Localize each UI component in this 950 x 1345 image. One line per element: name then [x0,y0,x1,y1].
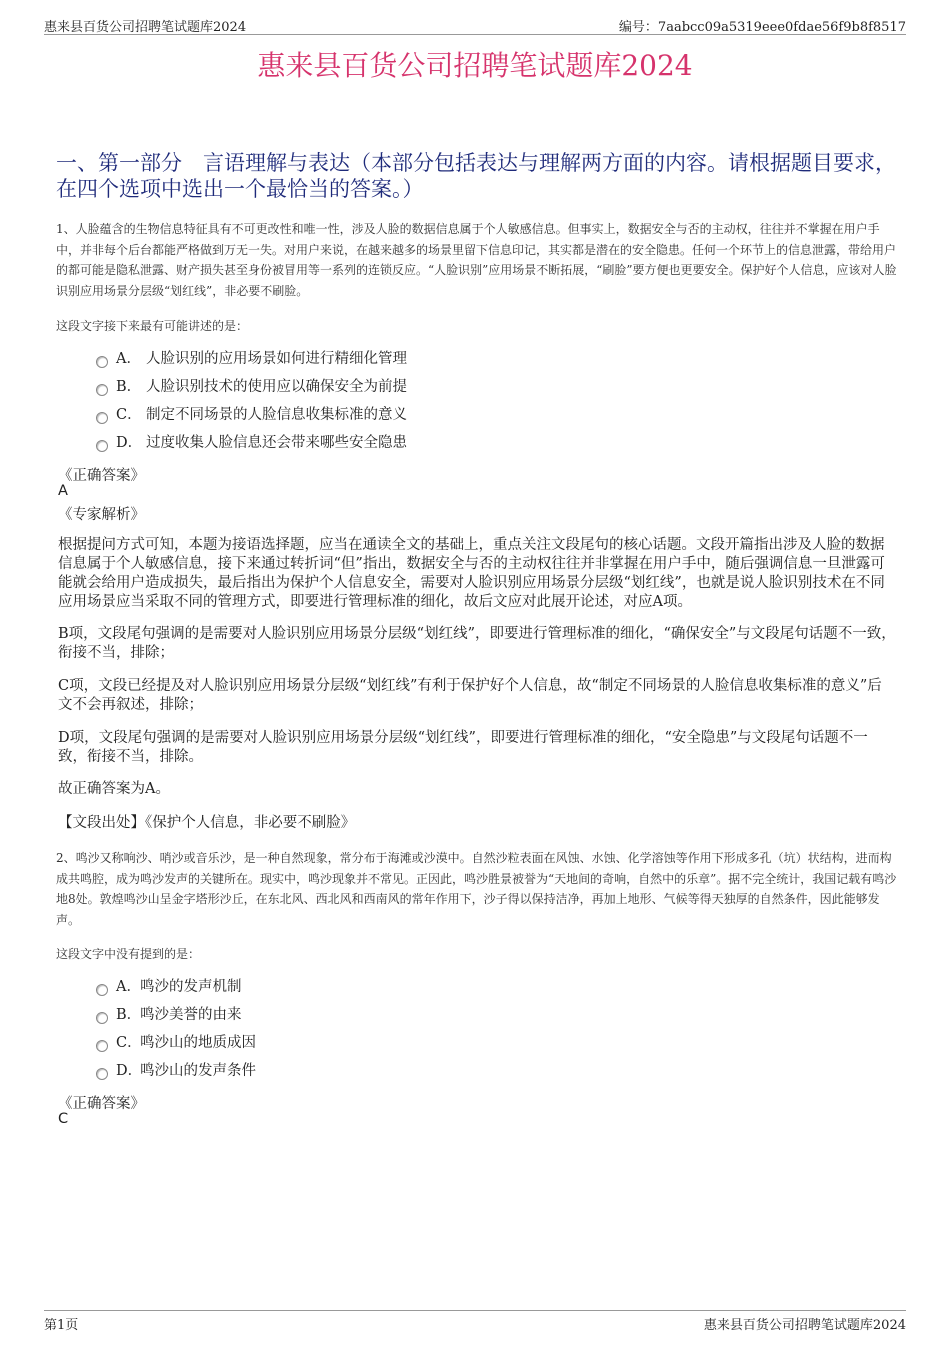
q1-answer: A [58,483,68,499]
q2-answer: C [58,1111,69,1127]
document-id: 编号：7aabcc09a5319eee0fdae56f9b8f8517 [618,20,906,35]
q1-analysis-paragraph: C项，文段已经提及对人脸识别应用场景分层级“划红线”有利于保护好个人信息，故“制定不同场景的人脸信息收集标准的意义”后文不会再叙述，排除； [58,678,882,713]
radio-icon[interactable] [96,1068,108,1080]
q2-option-a[interactable]: A．鸣沙的发声机制 [96,977,242,997]
radio-icon[interactable] [96,412,108,424]
radio-icon[interactable] [96,1012,108,1024]
q1-option-d[interactable]: D． 过度收集人脸信息还会带来哪些安全隐患 [96,433,407,453]
header-divider [44,34,906,35]
header-title: 惠来县百货公司招聘笔试题库2024 [44,20,247,35]
q1-analysis-label: 《专家解析》 [58,507,145,523]
question-2-prompt: 这段文字中没有提到的是： [56,947,201,961]
q2-option-c[interactable]: C．鸣沙山的地质成因 [96,1033,256,1053]
footer-divider [44,1310,906,1311]
page-number: 第1页 [44,1318,79,1333]
question-1-prompt: 这段文字接下来最有可能讲述的是： [56,319,249,333]
q1-option-c[interactable]: C． 制定不同场景的人脸信息收集标准的意义 [96,405,407,425]
q1-analysis-conclusion: 故正确答案为A。 [58,781,170,797]
q2-answer-label: 《正确答案》 [58,1096,145,1112]
q1-analysis-paragraph: B项，文段尾句强调的是需要对人脸识别应用场景分层级“划红线”，即要进行管理标准的细化，“确保安全”与文段尾句话题不一致，衔接不当，排除； [58,626,896,661]
q1-option-b[interactable]: B． 人脸识别技术的使用应以确保安全为前提 [96,377,407,397]
question-1-text: 1、人脸蕴含的生物信息特征具有不可更改性和唯一性，涉及人脸的数据信息属于个人敏感信息。但事实上，数据安全与否的主动权，往往并不掌握在用户手中，并非每个后台都能严格做到万无一失。对用户来说，在越来越多的场景里留下信息印记，其实都是潜在的安全隐患。任何一个环节上的信息泄露，带给用户的都可能是隐私泄露、财产损失甚至身份被冒用等一系列的连锁反应。“人脸识别”应用场景不断拓展，“刷脸”要方便也更要安全。保护好个人信息，应该对人脸识别应用场景分层级“划红线”，非必要不刷脸。 [56,222,897,298]
footer-title: 惠来县百货公司招聘笔试题库2024 [703,1318,906,1333]
q2-option-b[interactable]: B．鸣沙美誉的由来 [96,1005,242,1025]
q1-analysis-paragraph: 根据提问方式可知，本题为接语选择题，应当在通读全文的基础上，重点关注文段尾句的核心话题。文段开篇指出涉及人脸的数据信息属于个人敏感信息，接下来通过转折词“但”指出，数据安全与否的主动权往往并非掌握在用户手中，随后强调信息一旦泄露可能就会给用户造成损失，最后指出为保护个人信息安全，需要对人脸识别应用场景分层级“划红线”，也就是说人脸识别技术在不同应用场景应当采取不同的管理方式，即要进行管理标准的细化，故后文应对此展开论述，对应A项。 [58,537,885,610]
section-heading: 一、第一部分 言语理解与表达（本部分包括表达与理解两方面的内容。请根据题目要求，在四个选项中选出一个最恰当的答案。） [56,151,896,201]
radio-icon[interactable] [96,440,108,452]
q1-option-a[interactable]: A． 人脸识别的应用场景如何进行精细化管理 [96,349,407,369]
radio-icon[interactable] [96,384,108,396]
q1-answer-label: 《正确答案》 [58,468,145,484]
radio-icon[interactable] [96,356,108,368]
radio-icon[interactable] [96,1040,108,1052]
radio-icon[interactable] [96,984,108,996]
q1-analysis-paragraph: D项，文段尾句强调的是需要对人脸识别应用场景分层级“划红线”，即要进行管理标准的细化，“安全隐患”与文段尾句话题不一致，衔接不当，排除。 [58,730,868,765]
q1-source: 【文段出处】《保护个人信息，非必要不刷脸》 [58,815,356,831]
q2-option-d[interactable]: D．鸣沙山的发声条件 [96,1061,256,1081]
page-title: 惠来县百货公司招聘笔试题库2024 [257,49,693,82]
question-2-text: 2、鸣沙又称响沙、哨沙或音乐沙，是一种自然现象，常分布于海滩或沙漠中。自然沙粒表面在风蚀、水蚀、化学溶蚀等作用下形成多孔（坑）状结构，进而构成共鸣腔，成为鸣沙发声的关键所在。现实中，鸣沙现象并不常见。正因此，鸣沙胜景被誉为“天地间的奇响，自然中的乐章”。据不完全统计，我国记载有鸣沙地8处。敦煌鸣沙山呈金字塔形沙丘，在东北风、西北风和西南风的常年作用下，沙子得以保持洁净，再加上地形、气候等得天独厚的自然条件，因此能够发声。 [56,851,897,927]
